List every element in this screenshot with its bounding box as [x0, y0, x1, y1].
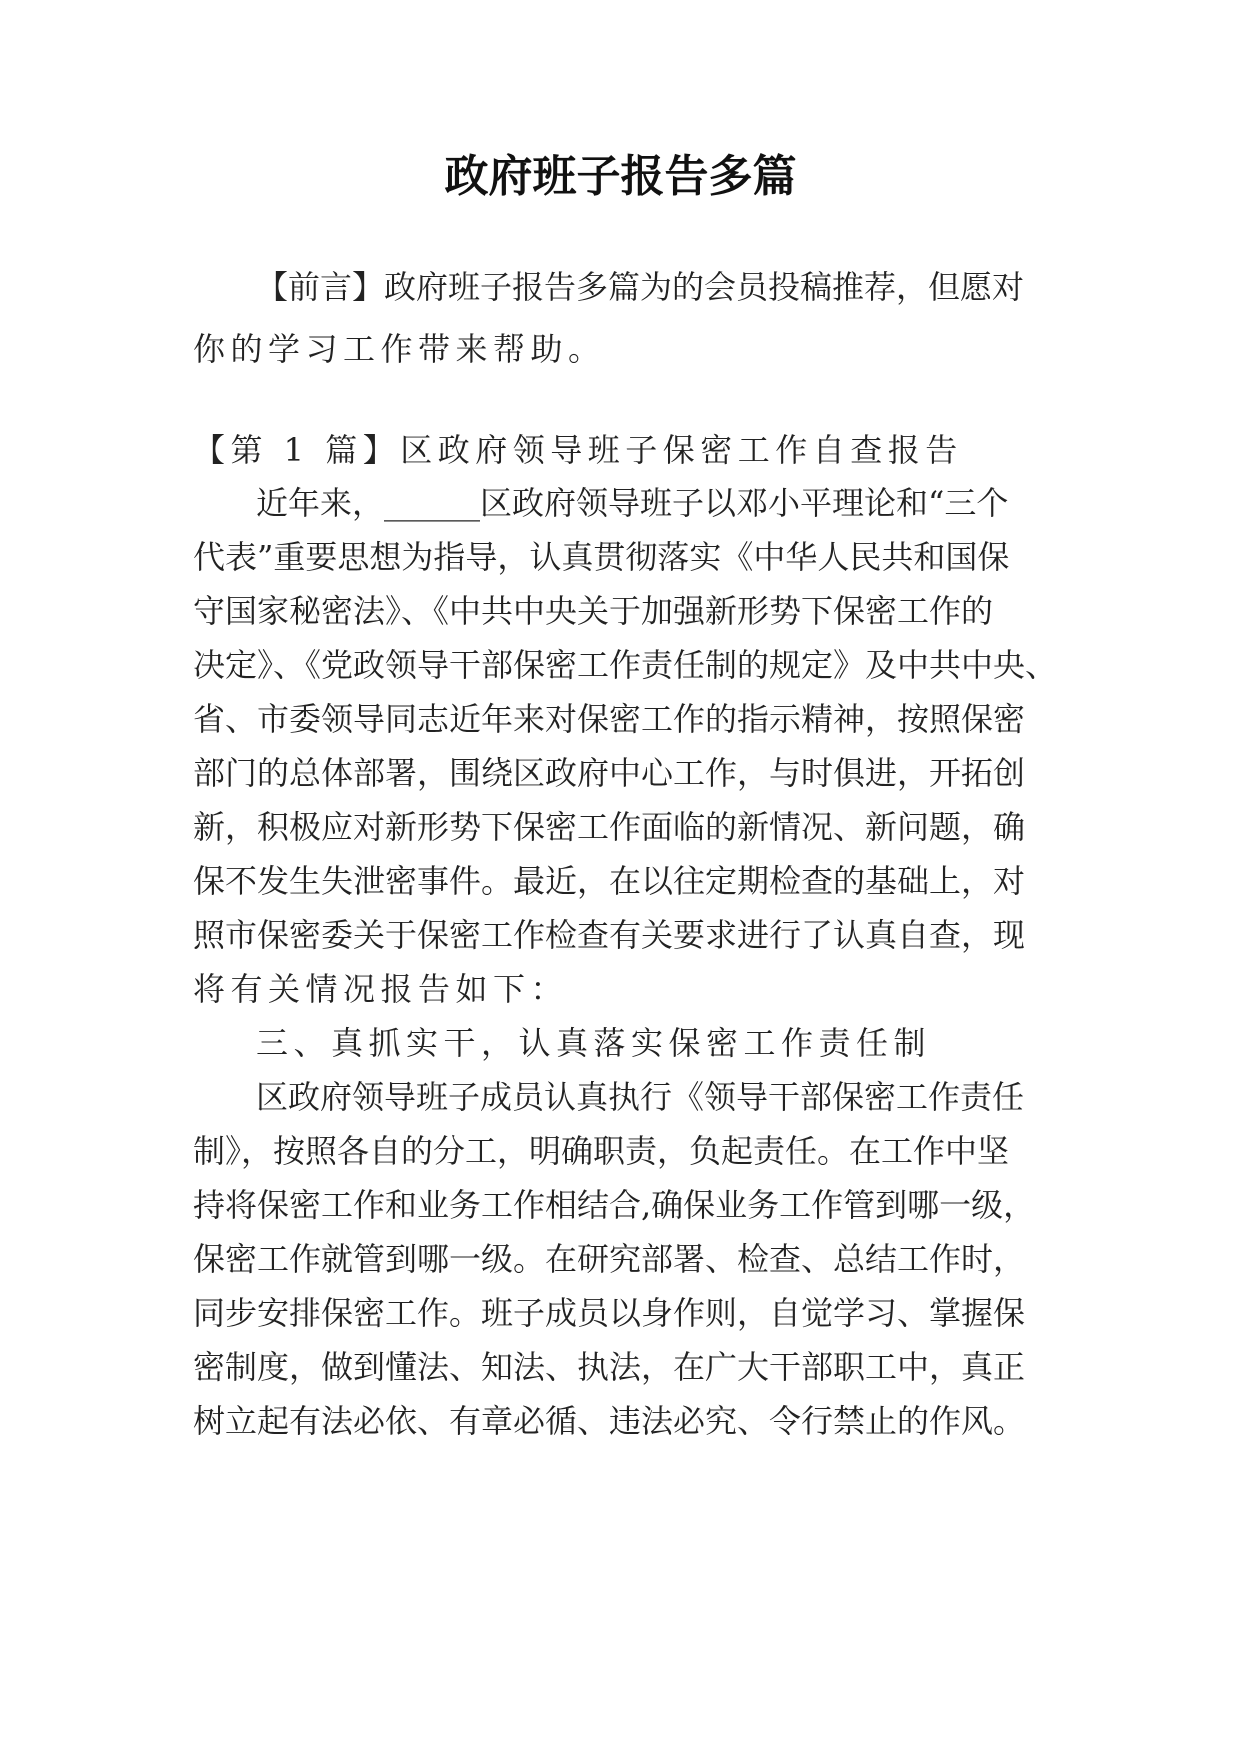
text-line: 照市保密委关于保密工作检查有关要求进行了认真自查，现: [193, 916, 1026, 954]
text-line: 你的学习工作带来帮助。: [193, 330, 606, 368]
text-line: 持将保密工作和业务工作相结合,确保业务工作管到哪一级，: [193, 1186, 1036, 1224]
document-title: 政府班子报告多篇: [444, 151, 797, 202]
text-line: 三、真抓实干，认真落实保密工作责任制: [256, 1024, 932, 1062]
text-line: 代表”重要思想为指导，认真贯彻落实《中华人民共和国保: [193, 538, 1010, 576]
text-line: 同步安排保密工作。班子成员以身作则，自觉学习、掌握保: [193, 1294, 1026, 1332]
text-line: 密制度，做到懂法、知法、执法，在广大干部职工中，真正: [193, 1348, 1026, 1386]
text-line: 树立起有法必依、有章必循、违法必究、令行禁止的作风。: [193, 1402, 1026, 1440]
text-line: 部门的总体部署，围绕区政府中心工作，与时俱进，开拓创: [193, 754, 1026, 792]
text-line: 保密工作就管到哪一级。在研究部署、检查、总结工作时，: [193, 1240, 1026, 1278]
text-line: 制》，按照各自的分工，明确职责，负起责任。在工作中坚: [193, 1132, 1010, 1170]
text-line: 守国家秘密法》、《中共中央关于加强新形势下保密工作的: [193, 592, 994, 630]
text-line: 决定》、《党政领导干部保密工作责任制的规定》及中共中央、: [193, 646, 1058, 684]
text-line: 【第 1 篇】区政府领导班子保密工作自查报告: [193, 431, 963, 469]
text-line: 区政府领导班子成员认真执行《领导干部保密工作责任: [256, 1078, 1025, 1116]
text-line: 保不发生失泄密事件。最近，在以往定期检查的基础上，对: [193, 862, 1026, 900]
text-line: 省、市委领导同志近年来对保密工作的指示精神，按照保密: [193, 700, 1026, 738]
text-line: 将有关情况报告如下：: [193, 970, 569, 1008]
text-line: 近年来，______区政府领导班子以邓小平理论和“三个: [256, 484, 1009, 522]
text-line: 新，积极应对新形势下保密工作面临的新情况、新问题，确: [193, 808, 1026, 846]
text-line: 【前言】政府班子报告多篇为的会员投稿推荐，但愿对: [256, 268, 1025, 306]
